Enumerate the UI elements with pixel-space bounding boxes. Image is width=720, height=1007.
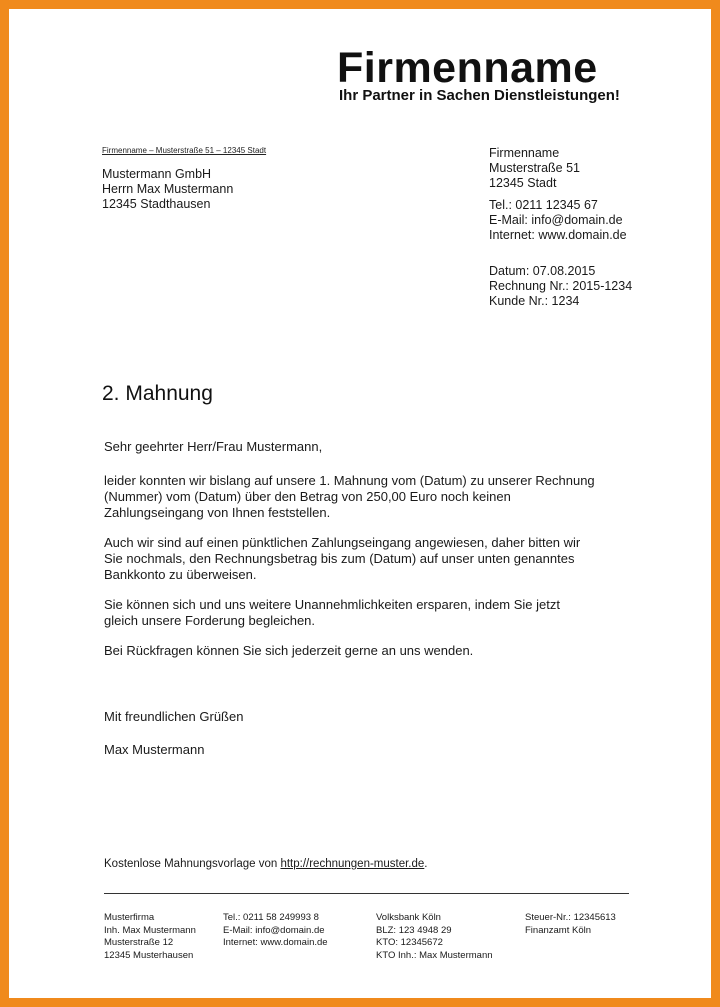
- document-meta: [489, 264, 632, 309]
- company-address-line: Firmenname: [489, 146, 560, 160]
- footer-line: Steuer-Nr.: 12345613: [525, 912, 616, 923]
- body-paragraph: Sie können sich und uns weitere Unannehmlichkeiten ersparen, indem Sie jetzt gleich unsere Forderung begleichen.: [104, 597, 560, 628]
- company-address-line: Musterstraße 51: [489, 161, 581, 175]
- closing-phrase: Mit freundlichen Grüßen: [104, 709, 244, 724]
- footer-line: KTO: 12345672: [376, 937, 443, 948]
- recipient-address: [102, 167, 233, 212]
- footnote-suffix: .: [424, 858, 428, 870]
- company-website: Internet: www.domain.de: [489, 228, 627, 242]
- company-email: E-Mail: info@domain.de: [489, 213, 623, 227]
- company-phone: Tel.: 0211 12345 67: [489, 198, 598, 212]
- company-logo-name: Firmenname: [337, 44, 598, 92]
- footer-line: 12345 Musterhausen: [104, 949, 194, 961]
- footer-bank-column: [376, 912, 493, 962]
- footer-line: Inh. Max Mustermann: [104, 924, 196, 936]
- document-date: Datum: 07.08.2015: [489, 264, 596, 278]
- footer-contact-column: [223, 912, 328, 950]
- footer-line: BLZ: 123 4948 29: [376, 924, 452, 936]
- salutation: Sehr geehrter Herr/Frau Mustermann,: [104, 439, 323, 454]
- body-paragraph: Bei Rückfragen können Sie sich jederzeit gerne an uns wenden.: [104, 643, 474, 658]
- footer-divider: [104, 893, 629, 894]
- body-paragraph: leider konnten wir bislang auf unsere 1. Mahnung vom (Datum) zu unserer Rechnung (Nummer) vom (Datum) über den Betrag von 250,00 Euro noch keinen Zahlungseingang von Ihnen feststellen.: [104, 473, 595, 520]
- recipient-line: Herrn Max Mustermann: [102, 182, 234, 196]
- footer-line: Musterfirma: [104, 912, 155, 923]
- footer-line: E-Mail: info@domain.de: [223, 924, 325, 936]
- footer-company-column: [104, 912, 196, 962]
- invoice-number: Rechnung Nr.: 2015-1234: [489, 279, 633, 293]
- recipient-line: 12345 Stadthausen: [102, 197, 211, 211]
- letter-body: [104, 439, 664, 673]
- template-source-link[interactable]: http://rechnungen-muster.de: [280, 858, 425, 870]
- recipient-line: Mustermann GmbH: [102, 167, 212, 181]
- footer-line: Volksbank Köln: [376, 912, 441, 923]
- footer-line: Internet: www.domain.de: [223, 937, 328, 948]
- company-info-block: [489, 146, 627, 243]
- footer-tax-column: [525, 912, 616, 937]
- sender-return-address: Firmenname – Musterstraße 51 – 12345 Stadt: [102, 146, 267, 155]
- document-title: 2. Mahnung: [102, 382, 213, 405]
- footer-line: Musterstraße 12: [104, 937, 174, 948]
- company-tagline: Ihr Partner in Sachen Dienstleistungen!: [339, 87, 620, 104]
- footer-line: Tel.: 0211 58 249993 8: [223, 912, 319, 923]
- customer-number: Kunde Nr.: 1234: [489, 294, 580, 308]
- body-paragraph: Auch wir sind auf einen pünktlichen Zahlungseingang angewiesen, daher bitten wir Sie nochmals, den Rechnungsbetrag bis zum (Datum) auf unser unten genanntes Bankkonto zu überweisen.: [104, 535, 581, 582]
- footer-line: KTO Inh.: Max Mustermann: [376, 949, 493, 961]
- template-footnote: [104, 857, 428, 871]
- signer-name: Max Mustermann: [104, 742, 205, 757]
- company-address-line: 12345 Stadt: [489, 176, 557, 190]
- footnote-text: Kostenlose Mahnungsvorlage von: [104, 858, 281, 870]
- footer-line: Finanzamt Köln: [525, 924, 592, 936]
